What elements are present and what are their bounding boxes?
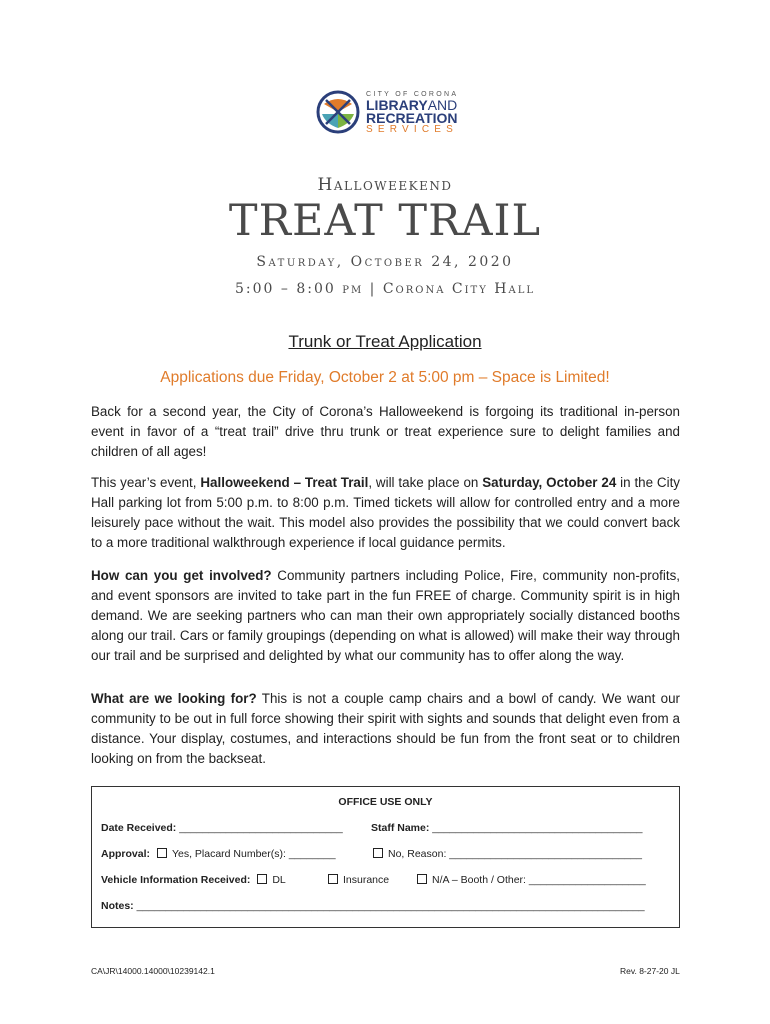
approval-row (101, 848, 336, 860)
logo-recreation-text: RECREATION (366, 110, 458, 126)
looking-for-paragraph (91, 689, 680, 769)
notes-field[interactable]: _______________________________________________________________________________________ (136, 900, 645, 912)
logo-services-text: SERVICES (366, 124, 458, 135)
no-checkbox[interactable] (373, 848, 383, 858)
na-booth-text: N/A – Booth / Other: ____________________ (432, 874, 646, 886)
vehicle-info-label: Vehicle Information Received: (101, 874, 251, 886)
staff-name-row (371, 822, 643, 834)
insurance-checkbox[interactable] (328, 874, 338, 884)
p2-text-a: This year’s event, (91, 475, 201, 490)
p2-event-date: Saturday, October 24 (482, 475, 617, 490)
dl-checkbox[interactable] (257, 874, 267, 884)
office-use-box (91, 786, 680, 928)
date-received-label: Date Received: (101, 822, 177, 834)
date-received-field[interactable]: ____________________________ (179, 822, 343, 834)
logo-city-text: CITY OF CORONA (366, 91, 459, 98)
looking-for-question: What are we looking for? (91, 691, 257, 706)
event-date: Saturday, October 24, 2020 (256, 254, 514, 270)
staff-name-field[interactable]: ____________________________________ (432, 822, 643, 834)
notes-row (101, 900, 645, 912)
looking-for-text: This is not a couple camp chairs and a bowl of candy. We want our community to be out in full force showing their spirit with sights and sounds that delight even from a distance. Your display, costumes, and interactions should be fun from the front seat or to children looking on from the backseat. (91, 691, 680, 766)
yes-placard-text: Yes, Placard Number(s): ________ (171, 848, 336, 860)
insurance-text: Insurance (343, 874, 390, 886)
approval-no-option (373, 848, 642, 860)
get-involved-text: Community partners including Police, Fire, community non-profits, and event sponsors are invited to take part in the fun FREE of charge. Community spirit is in high demand. We are seeking partners who can man their own appropriately socially distanced booths along our trail. Cars or family groupings (depending on what is allowed) will make their way through our trail and be surprised and delighted by what our community has to offer along the way. (91, 568, 680, 663)
notes-label: Notes: (101, 900, 134, 912)
get-involved-paragraph (91, 566, 680, 666)
vehicle-info-row (101, 874, 286, 886)
p2-text-c: , will take place on (368, 475, 483, 490)
p2-event-name: Halloweekend – Treat Trail (200, 475, 369, 490)
event-subtitle: Halloweekend (317, 175, 453, 195)
deadline-notice: Applications due Friday, October 2 at 5:00 pm – Space is Limited! (160, 369, 610, 386)
logo-and-word: AND (427, 97, 458, 113)
dl-text: DL (272, 874, 286, 886)
logo-emblem-icon (316, 90, 360, 134)
p2-text-e: in the City Hall parking lot from 5:00 p.m. to 8:00 p.m. Timed tickets will allow for controlled entry and a more leisurely pace without the wait. This model also provides the possibility that we could convert back to a more traditional walkthrough experience if local guidance permits. (91, 475, 680, 550)
revision-note: Rev. 8-27-20 JL (620, 966, 680, 976)
office-use-title: OFFICE USE ONLY (338, 796, 433, 808)
yes-checkbox[interactable] (157, 848, 167, 858)
event-details-paragraph (91, 473, 680, 553)
get-involved-question: How can you get involved? (91, 568, 272, 583)
insurance-option (328, 874, 389, 886)
intro-paragraph: Back for a second year, the City of Corona’s Halloweekend is forgoing its traditional in-person event in favor of a “treat trail” drive thru trunk or treat experience sure to delight families and children of all ages! (91, 404, 680, 459)
staff-name-label: Staff Name: (371, 822, 430, 834)
library-recreation-logo (316, 88, 466, 144)
event-title: TREAT TRAIL (228, 196, 542, 246)
application-title: Trunk or Treat Application (288, 332, 482, 351)
na-checkbox[interactable] (417, 874, 427, 884)
no-reason-text: No, Reason: _________________________________ (388, 848, 642, 860)
na-booth-option (417, 874, 646, 886)
event-time-location: 5:00 – 8:00 pm | Corona City Hall (235, 281, 535, 297)
approval-label: Approval: (101, 848, 151, 860)
logo-library-word: LIBRARY (366, 97, 428, 113)
date-received-row (101, 822, 343, 834)
document-id: CA\JR\14000.14000\10239142.1 (91, 966, 215, 976)
